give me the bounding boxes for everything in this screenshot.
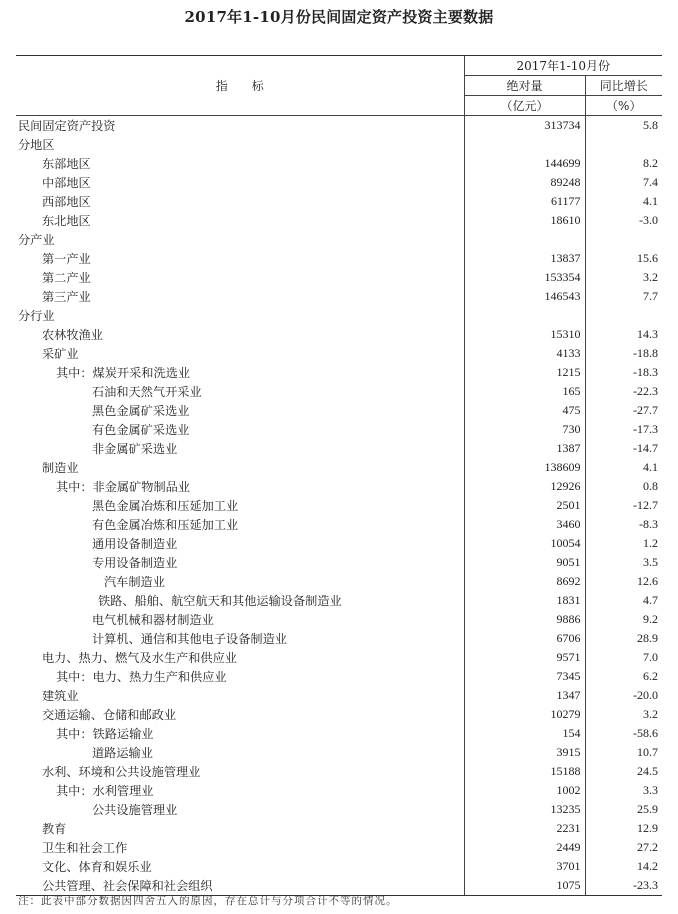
row-label: 专用设备制造业 — [92, 556, 178, 570]
table-row — [16, 857, 662, 876]
header-growth-unit: （%） — [585, 96, 662, 116]
row-growth: 15.6 — [585, 249, 662, 268]
row-value: 15188 — [464, 762, 585, 781]
row-label: 民间固定资产投资 — [18, 119, 116, 133]
row-value: 2501 — [464, 496, 585, 515]
row-label: 文化、体育和娱乐业 — [42, 860, 152, 874]
row-growth: 12.9 — [585, 819, 662, 838]
row-label: 农林牧渔业 — [42, 328, 103, 342]
table-row — [16, 306, 662, 325]
row-growth: -14.7 — [585, 439, 662, 458]
row-growth: -18.8 — [585, 344, 662, 363]
table-row — [16, 515, 662, 534]
row-growth: 8.2 — [585, 154, 662, 173]
row-label: 石油和天然气开采业 — [92, 385, 202, 399]
row-value: 15310 — [464, 325, 585, 344]
row-value: 9051 — [464, 553, 585, 572]
table-body — [16, 116, 662, 896]
row-growth: 7.0 — [585, 648, 662, 667]
table-row — [16, 800, 662, 819]
row-label: 汽车制造业 — [104, 575, 165, 589]
row-value: 1075 — [464, 876, 585, 896]
row-value: 730 — [464, 420, 585, 439]
row-label: 卫生和社会工作 — [42, 841, 128, 855]
row-label: 黑色金属冶炼和压延加工业 — [92, 499, 239, 513]
row-label: 公共设施管理业 — [92, 803, 178, 817]
page-title: 2017年1-10月份民间固定资产投资主要数据 — [184, 8, 494, 26]
row-label: 中部地区 — [42, 176, 91, 190]
row-label: 非金属矿采选业 — [92, 442, 178, 456]
table-row — [16, 819, 662, 838]
table-row — [16, 591, 662, 610]
row-value: 9886 — [464, 610, 585, 629]
table-row — [16, 629, 662, 648]
row-growth: 3.3 — [585, 781, 662, 800]
row-label: 分行业 — [18, 309, 55, 323]
row-growth: 4.1 — [585, 192, 662, 211]
table-row — [16, 287, 662, 306]
row-growth: 4.7 — [585, 591, 662, 610]
row-label: 其中：水利管理业 — [56, 784, 154, 798]
row-value: 1387 — [464, 439, 585, 458]
row-label: 其中：非金属矿物制品业 — [56, 480, 191, 494]
row-growth: 14.3 — [585, 325, 662, 344]
row-value: 313734 — [464, 116, 585, 136]
row-value: 13235 — [464, 800, 585, 819]
row-label: 其中：铁路运输业 — [56, 727, 154, 741]
row-value: 3915 — [464, 743, 585, 762]
row-label: 西部地区 — [42, 195, 91, 209]
row-growth: 12.6 — [585, 572, 662, 591]
table-row — [16, 420, 662, 439]
table-row — [16, 211, 662, 230]
row-label: 其中：煤炭开采和洗选业 — [56, 366, 191, 380]
row-value: 6706 — [464, 629, 585, 648]
row-label: 东北地区 — [42, 214, 91, 228]
row-label: 建筑业 — [42, 689, 79, 703]
table-row — [16, 439, 662, 458]
table-row — [16, 477, 662, 496]
row-label: 有色金属矿采选业 — [92, 423, 190, 437]
row-growth: 9.2 — [585, 610, 662, 629]
row-label: 黑色金属矿采选业 — [92, 404, 190, 418]
table-row — [16, 496, 662, 515]
row-growth: -18.3 — [585, 363, 662, 382]
row-growth: 7.4 — [585, 173, 662, 192]
row-value: 7345 — [464, 667, 585, 686]
row-growth: 1.2 — [585, 534, 662, 553]
row-value: 12926 — [464, 477, 585, 496]
table-row — [16, 686, 662, 705]
row-value: 4133 — [464, 344, 585, 363]
row-value: 1215 — [464, 363, 585, 382]
table-row — [16, 534, 662, 553]
row-label: 水利、环境和公共设施管理业 — [42, 765, 201, 779]
row-value: 3460 — [464, 515, 585, 534]
table-row — [16, 249, 662, 268]
row-value: 13837 — [464, 249, 585, 268]
row-value: 2449 — [464, 838, 585, 857]
table-row — [16, 116, 662, 136]
row-growth: -8.3 — [585, 515, 662, 534]
row-value: 89248 — [464, 173, 585, 192]
row-growth: 0.8 — [585, 477, 662, 496]
row-growth — [585, 306, 662, 325]
row-growth: 6.2 — [585, 667, 662, 686]
row-value: 146543 — [464, 287, 585, 306]
row-label: 交通运输、仓储和邮政业 — [42, 708, 177, 722]
table-row — [16, 154, 662, 173]
row-growth: -58.6 — [585, 724, 662, 743]
row-growth: -17.3 — [585, 420, 662, 439]
table-row — [16, 610, 662, 629]
table-row — [16, 135, 662, 154]
row-value: 1831 — [464, 591, 585, 610]
row-value — [464, 135, 585, 154]
investment-table — [16, 55, 662, 896]
table-row — [16, 724, 662, 743]
table-row — [16, 363, 662, 382]
row-growth: 5.8 — [585, 116, 662, 136]
row-growth: -20.0 — [585, 686, 662, 705]
row-value: 1347 — [464, 686, 585, 705]
row-growth: -22.3 — [585, 382, 662, 401]
table-row — [16, 401, 662, 420]
row-label: 教育 — [42, 822, 67, 836]
row-label: 分产业 — [18, 233, 55, 247]
table-row — [16, 762, 662, 781]
row-label: 第三产业 — [42, 290, 91, 304]
table-row — [16, 325, 662, 344]
table-row — [16, 458, 662, 477]
row-growth: 28.9 — [585, 629, 662, 648]
table-row — [16, 838, 662, 857]
row-label: 第一产业 — [42, 252, 91, 266]
table-row — [16, 743, 662, 762]
table-row — [16, 705, 662, 724]
row-value: 154 — [464, 724, 585, 743]
row-label: 电力、热力、燃气及水生产和供应业 — [42, 651, 237, 665]
row-value: 1002 — [464, 781, 585, 800]
row-label: 第二产业 — [42, 271, 91, 285]
row-growth: 7.7 — [585, 287, 662, 306]
row-value: 61177 — [464, 192, 585, 211]
row-value: 8692 — [464, 572, 585, 591]
table-row — [16, 781, 662, 800]
table-row — [16, 268, 662, 287]
row-growth: 3.5 — [585, 553, 662, 572]
row-growth: 3.2 — [585, 268, 662, 287]
table-row — [16, 648, 662, 667]
row-label: 道路运输业 — [92, 746, 153, 760]
header-period: 2017年1-10月份 — [464, 56, 662, 76]
table-row — [16, 344, 662, 363]
row-growth: 14.2 — [585, 857, 662, 876]
table-row — [16, 230, 662, 249]
row-growth: 24.5 — [585, 762, 662, 781]
row-label: 公共管理、社会保障和社会组织 — [16, 876, 464, 896]
row-growth: 4.1 — [585, 458, 662, 477]
table-row — [16, 572, 662, 591]
row-growth: -23.3 — [585, 876, 662, 896]
row-label: 分地区 — [18, 138, 55, 152]
row-value: 9571 — [464, 648, 585, 667]
footnote: 注：此表中部分数据因四舍五入的原因，存在总计与分项合计不等的情况。 — [18, 895, 398, 907]
row-value: 3701 — [464, 857, 585, 876]
row-value: 2231 — [464, 819, 585, 838]
row-label: 其中：电力、热力生产和供应业 — [56, 670, 227, 684]
row-value: 475 — [464, 401, 585, 420]
row-label: 采矿业 — [42, 347, 79, 361]
row-value: 165 — [464, 382, 585, 401]
header-growth-label: 同比增长 — [585, 76, 662, 96]
row-value: 10279 — [464, 705, 585, 724]
row-growth: 25.9 — [585, 800, 662, 819]
row-growth: 10.7 — [585, 743, 662, 762]
row-value — [464, 230, 585, 249]
row-value: 18610 — [464, 211, 585, 230]
row-growth: 27.2 — [585, 838, 662, 857]
row-value: 153354 — [464, 268, 585, 287]
header-abs-label: 绝对量 — [464, 76, 585, 96]
row-growth: 3.2 — [585, 705, 662, 724]
table-row — [16, 667, 662, 686]
header-abs-unit: （亿元） — [464, 96, 585, 116]
header-indicator: 指 标 — [16, 56, 464, 116]
row-label: 东部地区 — [42, 157, 91, 171]
table-row — [16, 382, 662, 401]
row-label: 制造业 — [42, 461, 79, 475]
row-growth: -3.0 — [585, 211, 662, 230]
row-growth: -12.7 — [585, 496, 662, 515]
table-row — [16, 192, 662, 211]
row-growth: -27.7 — [585, 401, 662, 420]
row-label: 通用设备制造业 — [92, 537, 178, 551]
row-value — [464, 306, 585, 325]
row-label: 电气机械和器材制造业 — [92, 613, 214, 627]
row-label: 铁路、船舶、航空航天和其他运输设备制造业 — [98, 594, 342, 608]
row-growth — [585, 230, 662, 249]
row-value: 138609 — [464, 458, 585, 477]
table-row — [16, 173, 662, 192]
row-label: 计算机、通信和其他电子设备制造业 — [92, 632, 287, 646]
row-value: 10054 — [464, 534, 585, 553]
row-value: 144699 — [464, 154, 585, 173]
row-label: 有色金属冶炼和压延加工业 — [92, 518, 239, 532]
table-row — [16, 553, 662, 572]
row-growth — [585, 135, 662, 154]
